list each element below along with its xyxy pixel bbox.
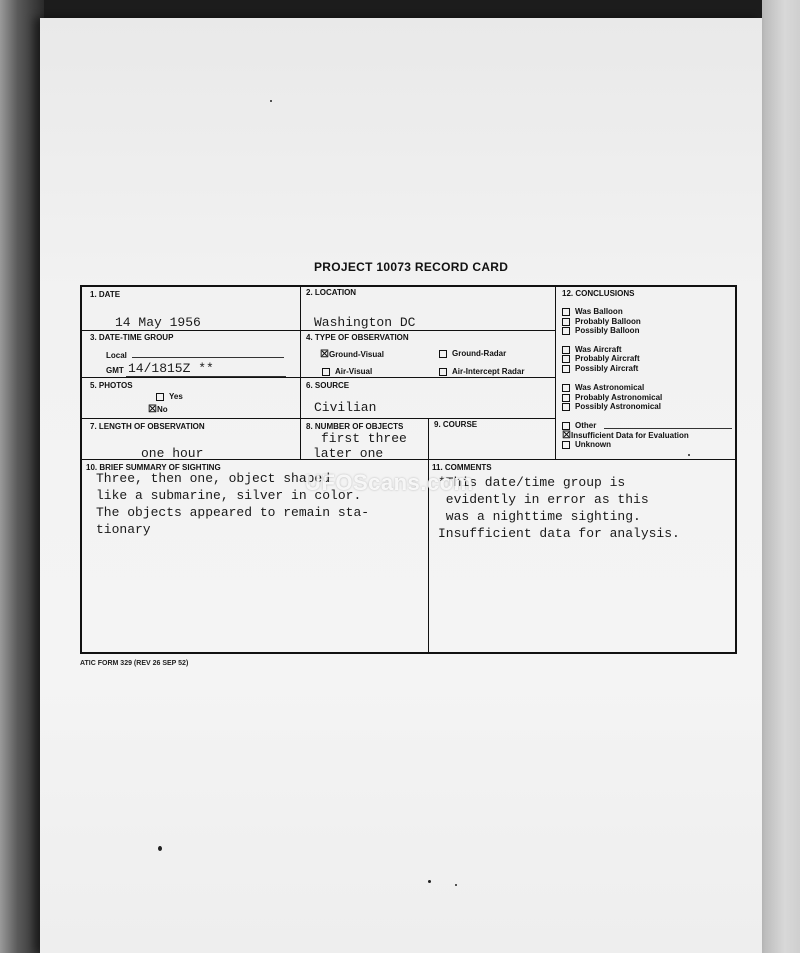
number-of-objects-label: 8. NUMBER OF OBJECTS <box>306 422 404 431</box>
source-value: Civilian <box>314 400 377 415</box>
date-value: 14 May 1956 <box>115 315 201 330</box>
checkbox-icon <box>322 368 330 376</box>
conclusion-was-astronomical <box>562 383 644 392</box>
conclusion-possibly-balloon <box>562 326 639 335</box>
summary-line: like a submarine, silver in color. <box>96 488 362 503</box>
option-label: Air-Visual <box>335 367 373 376</box>
comment-line: was a nighttime sighting. <box>438 509 641 524</box>
summary-line: tionary <box>96 522 151 537</box>
divider <box>428 418 429 653</box>
scan-speck <box>158 846 162 851</box>
checkbox-icon <box>562 318 570 326</box>
local-field-line <box>132 357 284 358</box>
checkbox-icon <box>156 393 164 401</box>
conclusion-possibly-aircraft <box>562 364 638 373</box>
checkbox-icon <box>562 346 570 354</box>
conclusion-unknown <box>562 440 611 449</box>
conclusion-probably-balloon <box>562 317 641 326</box>
divider <box>81 418 555 419</box>
divider <box>300 286 301 459</box>
gmt-value: 14/1815Z ** <box>128 361 214 376</box>
checkbox-icon <box>562 365 570 373</box>
divider <box>555 286 556 459</box>
conclusion-label: Unknown <box>575 440 611 449</box>
local-label: Local <box>106 351 127 360</box>
conclusion-label: Other <box>575 421 597 430</box>
option-ground-visual <box>320 349 384 360</box>
checkbox-icon <box>562 441 570 449</box>
gmt-label: GMT <box>106 366 124 375</box>
comments-label: 11. COMMENTS <box>432 463 492 472</box>
checkbox-icon <box>562 403 570 411</box>
brief-summary-label: 10. BRIEF SUMMARY OF SIGHTING <box>86 463 221 472</box>
photos-no <box>148 404 168 415</box>
length-of-observation-value: one hour <box>141 446 204 461</box>
checkbox-icon <box>562 355 570 363</box>
option-label: Ground-Radar <box>452 349 507 358</box>
conclusion-label: Probably Aircraft <box>575 354 640 363</box>
comment-line: *This date/time group is <box>438 475 626 490</box>
type-of-observation-label: 4. TYPE OF OBSERVATION <box>306 333 409 342</box>
date-label: 1. DATE <box>90 290 121 299</box>
conclusion-was-aircraft <box>562 345 622 354</box>
conclusion-probably-aircraft <box>562 354 640 363</box>
checkbox-icon <box>562 394 570 402</box>
form-id: ATIC FORM 329 (REV 26 SEP 52) <box>80 660 189 667</box>
scan-speck <box>455 884 457 886</box>
option-label: Ground-Visual <box>328 350 384 359</box>
comment-conclusion: Insufficient data for analysis. <box>438 526 680 541</box>
conclusion-label: Insufficient Data for Evaluation <box>570 431 689 440</box>
conclusion-label: Was Aircraft <box>575 345 622 354</box>
conclusion-label: Possibly Astronomical <box>575 402 661 411</box>
date-time-group-label: 3. DATE-TIME GROUP <box>90 333 174 342</box>
conclusion-label: Possibly Balloon <box>575 326 640 335</box>
scan-speck <box>688 454 690 456</box>
conclusion-was-balloon <box>562 307 623 316</box>
photos-yes <box>156 392 183 401</box>
checked-box-icon: ☒ <box>320 349 329 360</box>
checkbox-icon <box>562 308 570 316</box>
option-label: Air-Intercept Radar <box>452 367 525 376</box>
scan-speck <box>428 880 431 883</box>
checkbox-icon <box>562 384 570 392</box>
source-label: 6. SOURCE <box>306 381 350 390</box>
other-field-line <box>604 428 732 429</box>
photos-label: 5. PHOTOS <box>90 381 133 390</box>
length-of-observation-label: 7. LENGTH OF OBSERVATION <box>90 422 205 431</box>
summary-line: Three, then one, object shaped <box>96 471 331 486</box>
checkbox-icon <box>562 422 570 430</box>
checked-box-icon: ☒ <box>562 430 571 441</box>
checkbox-icon <box>439 350 447 358</box>
conclusion-probably-astronomical <box>562 393 662 402</box>
location-value: Washington DC <box>314 315 416 330</box>
conclusions-label: 12. CONCLUSIONS <box>562 289 635 298</box>
conclusion-label: Probably Astronomical <box>575 393 663 402</box>
scan-edge-right <box>762 0 800 953</box>
summary-line: The objects appeared to remain sta- <box>96 505 370 520</box>
conclusion-label: Possibly Aircraft <box>575 364 639 373</box>
scan-speck <box>270 100 272 102</box>
scan-edge-left <box>0 0 44 953</box>
option-air-intercept-radar <box>439 367 524 376</box>
option-air-visual <box>322 367 372 376</box>
number-of-objects-line1: first three <box>321 431 407 446</box>
checkbox-icon <box>562 327 570 335</box>
option-label: No <box>156 405 168 414</box>
conclusion-label: Probably Balloon <box>575 317 641 326</box>
conclusion-label: Was Balloon <box>575 307 623 316</box>
course-label: 9. COURSE <box>434 420 478 429</box>
checked-box-icon: ☒ <box>148 404 157 415</box>
comment-line: evidently in error as this <box>438 492 649 507</box>
option-ground-radar <box>439 349 506 358</box>
divider <box>81 377 555 378</box>
location-label: 2. LOCATION <box>306 288 357 297</box>
conclusion-possibly-astronomical <box>562 402 661 411</box>
conclusion-label: Was Astronomical <box>575 383 645 392</box>
conclusion-other <box>562 421 596 430</box>
gmt-field-line <box>126 376 286 377</box>
option-label: Yes <box>169 392 183 401</box>
number-of-objects-line2: later one <box>313 446 384 461</box>
checkbox-icon <box>439 368 447 376</box>
watermark-logo: UFOScans.com <box>305 470 474 495</box>
card-title: PROJECT 10073 RECORD CARD <box>314 260 509 274</box>
